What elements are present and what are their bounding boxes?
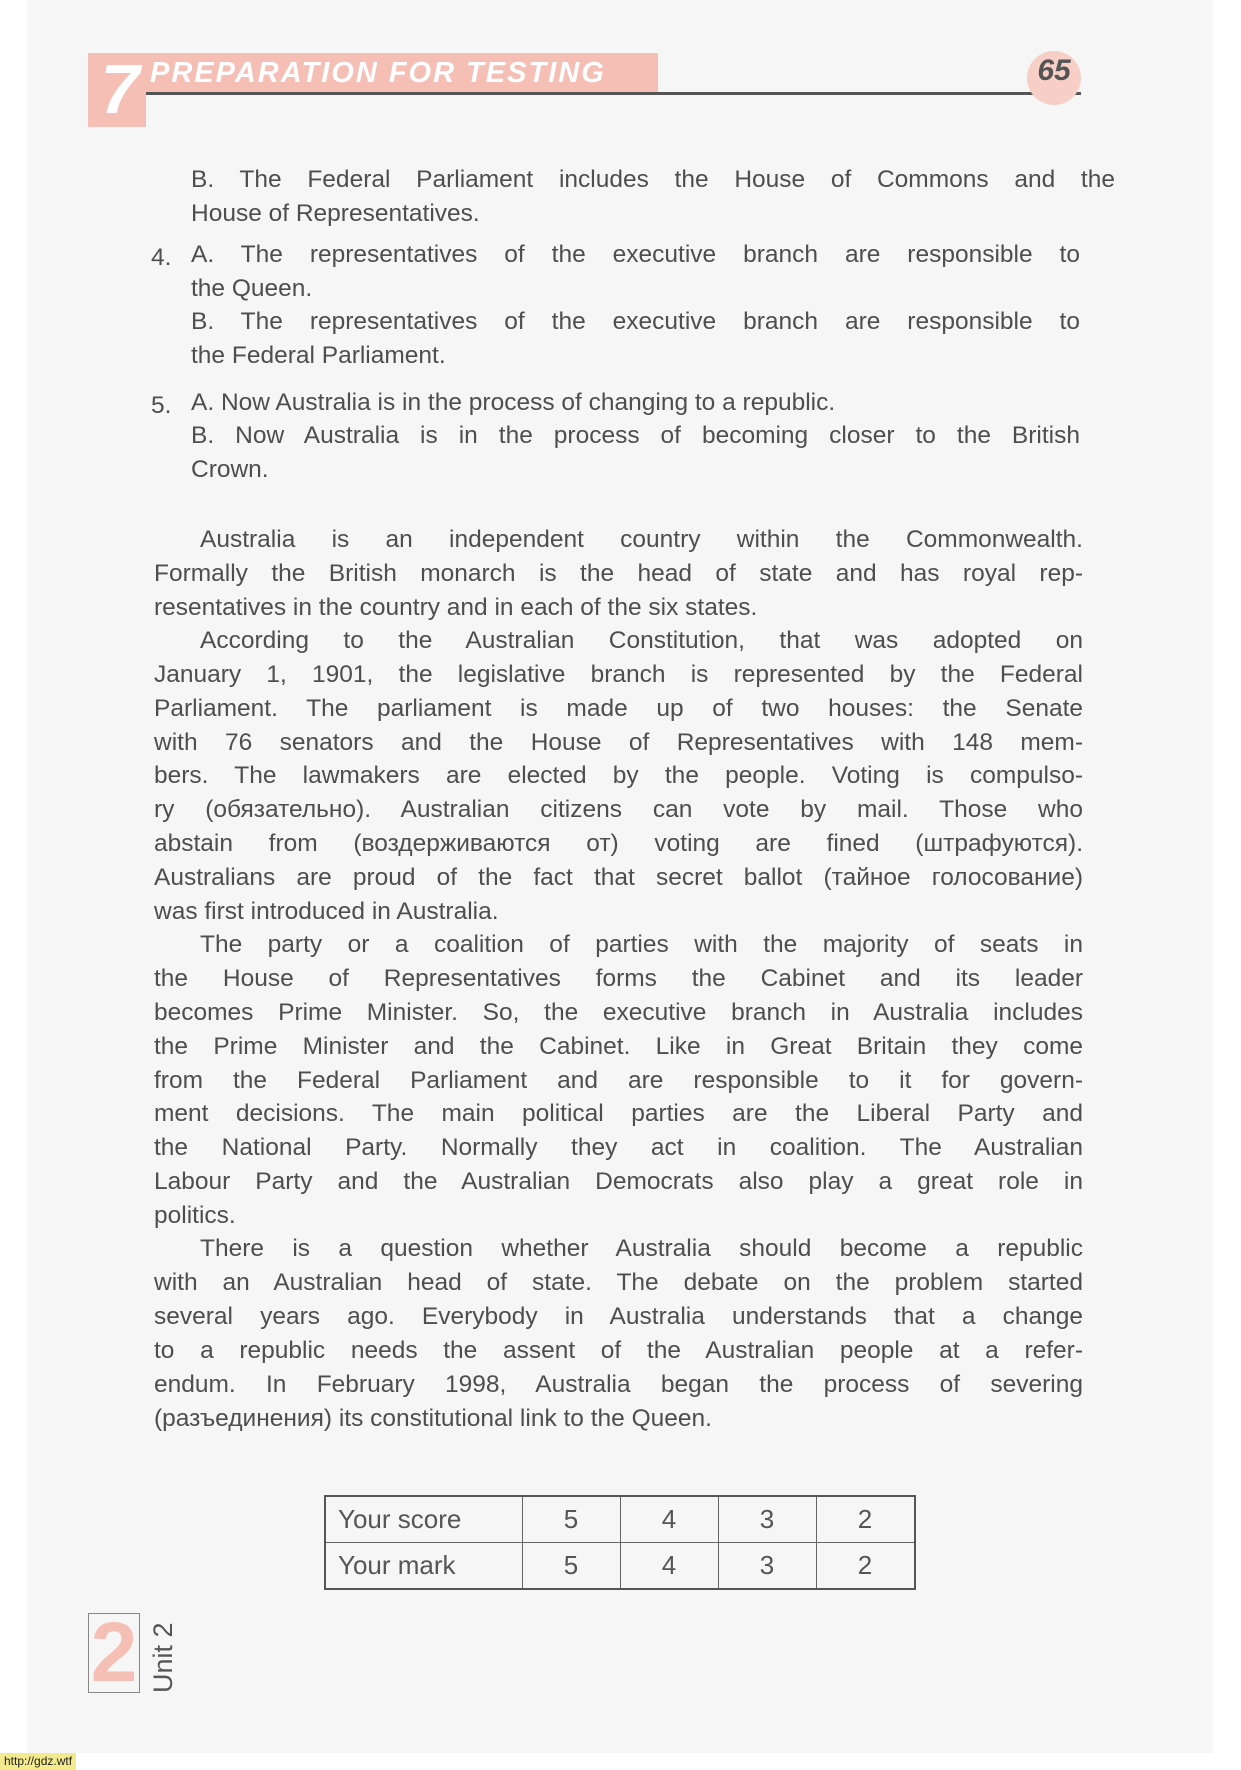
body-line: January 1, 1901, the legislative branch is represented by the Federal — [154, 661, 1083, 688]
table-row-mark — [325, 1543, 915, 1590]
score-cell: 2 — [816, 1496, 915, 1543]
body-line: to a republic needs the assent of the Australian people at a refer- — [154, 1337, 1083, 1364]
table-row-score — [325, 1496, 915, 1543]
body-line: The party or a coalition of parties with the majority of seats in — [200, 931, 1083, 958]
chapter-title: PREPARATION FOR TESTING — [150, 57, 606, 89]
question-3b-line-2: House of Representatives. — [191, 200, 480, 227]
mark-cell: 2 — [816, 1543, 915, 1590]
question-number-5: 5. — [151, 392, 172, 419]
body-line: with 76 senators and the House of Representatives with 148 mem- — [154, 729, 1083, 756]
body-line: bers. The lawmakers are elected by the people. Voting is compulso- — [154, 762, 1083, 789]
page-number: 65 — [1037, 54, 1071, 87]
body-line: was first introduced in Australia. — [154, 898, 499, 925]
body-line: According to the Australian Constitution, that was adopted on — [200, 627, 1083, 654]
question-3b-line-1: B. The Federal Parliament includes the House of Commons and the — [191, 166, 1115, 193]
score-cell: 4 — [620, 1496, 718, 1543]
unit-number: 2 — [90, 1605, 138, 1699]
question-number-4: 4. — [151, 244, 172, 271]
body-line: (разъединения) its constitutional link to the Queen. — [154, 1405, 712, 1432]
body-line: abstain from (воздерживаются от) voting are fined (штрафуются). — [154, 830, 1083, 857]
unit-label: Unit 2 — [148, 1622, 178, 1693]
header-rule — [146, 92, 1081, 95]
mark-label: Your mark — [325, 1543, 522, 1590]
question-4b-line-2: the Federal Parliament. — [191, 342, 446, 369]
body-line: the Prime Minister and the Cabinet. Like in Great Britain they come — [154, 1033, 1083, 1060]
body-line: with an Australian head of state. The debate on the problem started — [154, 1269, 1083, 1296]
mark-cell: 3 — [718, 1543, 816, 1590]
watermark-link[interactable]: http://gdz.wtf — [0, 1753, 76, 1770]
body-line: Australians are proud of the fact that secret ballot (тайное голосование) — [154, 864, 1083, 891]
question-5b-line-1: B. Now Australia is in the process of becoming closer to the British — [191, 422, 1080, 449]
question-5b-line-2: Crown. — [191, 456, 269, 483]
mark-cell: 4 — [620, 1543, 718, 1590]
body-line: the National Party. Normally they act in coalition. The Australian — [154, 1134, 1083, 1161]
body-line: resentatives in the country and in each of the six states. — [154, 594, 758, 621]
question-4a-line-1: A. The representatives of the executive branch are responsible to — [191, 241, 1080, 268]
unit-number-frame — [88, 1613, 140, 1693]
score-label: Your score — [325, 1496, 522, 1543]
body-line: politics. — [154, 1202, 236, 1229]
body-line: the House of Representatives forms the Cabinet and its leader — [154, 965, 1083, 992]
body-line: Labour Party and the Australian Democrats also play a great role in — [154, 1168, 1083, 1195]
body-line: becomes Prime Minister. So, the executive branch in Australia includes — [154, 999, 1083, 1026]
body-line: endum. In February 1998, Australia began the process of severing — [154, 1371, 1083, 1398]
mark-cell: 5 — [522, 1543, 620, 1590]
body-line: Formally the British monarch is the head of state and has royal rep- — [154, 560, 1083, 587]
body-line: from the Federal Parliament and are responsible to it for govern- — [154, 1067, 1083, 1094]
body-line: Parliament. The parliament is made up of two houses: the Senate — [154, 695, 1083, 722]
chapter-number: 7 — [100, 50, 140, 128]
score-cell: 5 — [522, 1496, 620, 1543]
body-line: ment decisions. The main political parties are the Liberal Party and — [154, 1100, 1083, 1127]
body-line: ry (обязательно). Australian citizens can vote by mail. Those who — [154, 796, 1083, 823]
body-line: There is a question whether Australia should become a republic — [200, 1235, 1083, 1262]
score-table — [324, 1495, 916, 1590]
body-line: Australia is an independent country within the Commonwealth. — [200, 526, 1083, 553]
question-4b-line-1: B. The representatives of the executive branch are responsible to — [191, 308, 1080, 335]
question-4a-line-2: the Queen. — [191, 275, 313, 302]
score-cell: 3 — [718, 1496, 816, 1543]
question-5a: A. Now Australia is in the process of changing to a republic. — [191, 389, 836, 416]
body-line: several years ago. Everybody in Australia understands that a change — [154, 1303, 1083, 1330]
